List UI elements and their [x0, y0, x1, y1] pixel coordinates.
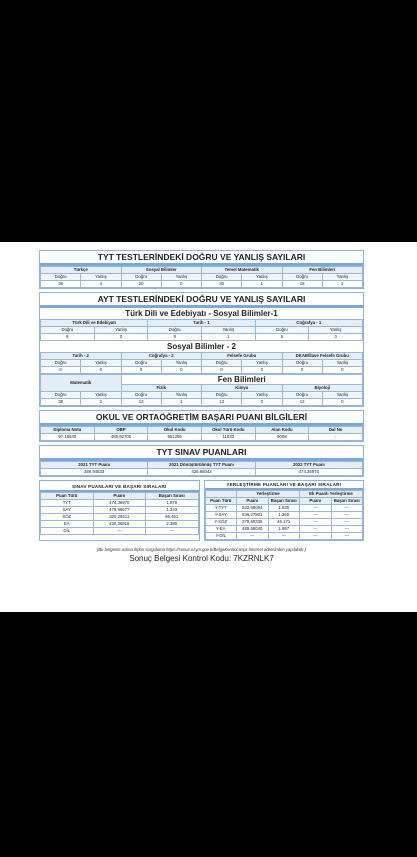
value-cell: 0 [309, 334, 363, 341]
cell: --- [331, 505, 363, 512]
value-cell: 551256 [148, 434, 202, 441]
subject-header: Temel Matematik [202, 267, 283, 274]
cell: 1.997 [268, 526, 300, 533]
yanlis-label: Yanlış [309, 327, 363, 334]
dogru-label: Doğru [282, 360, 322, 367]
value-cell: 426,88042 [148, 469, 255, 476]
value-cell: 1 [201, 334, 255, 341]
cell: 536,27801 [237, 512, 269, 519]
sinav-table [40, 492, 199, 535]
col-header: Puanı [237, 498, 269, 505]
cell: --- [331, 512, 363, 519]
cell: DİL [41, 528, 94, 535]
yanlis-label: Yanlış [322, 392, 362, 399]
value-cell: 0 [81, 367, 121, 374]
value-cell: 97,18540 [41, 434, 95, 441]
yanlis-label: Yanlış [242, 360, 282, 367]
col-header: Puanı [300, 498, 332, 505]
dogru-label: Doğru [202, 392, 242, 399]
ayt-section [39, 292, 364, 407]
cell: --- [331, 526, 363, 533]
subject-header: Türk Dili ve Edebiyatı [41, 320, 148, 327]
col-header: Puanı [93, 493, 146, 500]
cell: 46.171 [268, 519, 300, 526]
col-header [205, 491, 237, 498]
cell: Y-SAY [205, 512, 237, 519]
value-cell: 13 [282, 399, 322, 406]
cell: --- [237, 533, 269, 540]
cell: --- [300, 533, 332, 540]
yanlis-label: Yanlış [322, 360, 362, 367]
table-row [41, 500, 199, 507]
yer-title: YERLEŞTİRME PUANLARI VE BAŞARI SIRALARI [205, 481, 364, 490]
dogru-label: Doğru [202, 360, 242, 367]
dogru-label: Doğru [121, 360, 161, 367]
control-code: Sonuç Belgesi Kontrol Kodu: 7KZRNLK7 [129, 554, 274, 563]
cell: 430,36916 [93, 521, 146, 528]
dogru-label: Doğru [41, 274, 81, 281]
value-cell: 8 [41, 334, 95, 341]
yanlis-label: Yanlış [322, 274, 362, 281]
cell: --- [300, 512, 332, 519]
puan-header: 2021 Dönüştürülmüş TYT Puanı [148, 462, 255, 469]
cell: EA [41, 521, 94, 528]
cell: 1.343 [146, 507, 199, 514]
value-cell: 0 [121, 367, 161, 374]
yanlis-label: Yanlış [161, 360, 201, 367]
subject-header: Felsefe Grubu [202, 353, 283, 360]
value-cell: 0 [242, 367, 282, 374]
result-document [0, 242, 417, 612]
dogru-label: Doğru [41, 392, 81, 399]
yanlis-label: Yanlış [81, 392, 121, 399]
dogru-label: Doğru [41, 360, 81, 367]
cell: --- [93, 528, 146, 535]
cell: --- [300, 519, 332, 526]
dogru-label: Doğru [282, 274, 322, 281]
value-cell: 0 [161, 281, 201, 288]
col-header: Puan Türü [205, 498, 237, 505]
table-row [205, 533, 363, 540]
table-row [205, 519, 363, 526]
table-row [41, 507, 199, 514]
cell: Y-SÖZ [205, 519, 237, 526]
tyt-puan-section [39, 445, 364, 477]
dogru-label: Doğru [121, 392, 161, 399]
cell: --- [331, 519, 363, 526]
dogru-label: Doğru [41, 327, 95, 334]
okul-table [40, 426, 363, 441]
fen-title: Fen Bilimleri [121, 375, 363, 385]
cell: Y-EA [205, 526, 237, 533]
cell: 474,36970 [93, 500, 146, 507]
value-cell: 13 [121, 399, 161, 406]
subject-header: Tarih - 2 [41, 353, 122, 360]
yanlis-label: Yanlış [201, 327, 255, 334]
value-cell: 2 [81, 399, 121, 406]
tyt-section [39, 250, 364, 289]
value-cell: 0 [322, 399, 362, 406]
tyt-table [40, 266, 363, 288]
cell: --- [300, 505, 332, 512]
ayt-table-2 [40, 352, 363, 374]
tyt-title: TYT TESTLERİNDEKİ DOĞRU VE YANLIŞ SAYILARI [40, 251, 363, 266]
puan-header: 2021 TYT Puanı [41, 462, 148, 469]
value-cell: 2 [322, 281, 362, 288]
sinav-title: SINAV PUANLARI VE BAŞARI SIRALARI [40, 481, 199, 492]
okul-header: OBP [94, 427, 148, 434]
cell: TYT [41, 500, 94, 507]
okul-header: Diploma Notu [41, 427, 95, 434]
tyt-puan-table [40, 461, 363, 476]
group-header: Ek Puanlı Yerleştirme [300, 491, 363, 498]
cell: 378,60335 [237, 519, 269, 526]
table-row [41, 521, 199, 528]
ayt-table-3 [40, 374, 363, 406]
value-cell: 18 [282, 281, 322, 288]
cell: 66.461 [146, 514, 199, 521]
subject-header: Biyoloji [282, 385, 363, 392]
table-row [205, 526, 363, 533]
table-row [205, 505, 363, 512]
value-cell: 0 [202, 367, 242, 374]
dogru-label: Doğru [282, 392, 322, 399]
value-cell: 5 [255, 334, 309, 341]
cell: Y-TYT [205, 505, 237, 512]
document-body [39, 250, 364, 563]
yanlis-label: Yanlış [242, 392, 282, 399]
yer-section [204, 480, 365, 541]
col-header: Başarı Sırası [331, 498, 363, 505]
yanlis-label: Yanlış [161, 274, 201, 281]
subject-header: Sosyal Bilimler [121, 267, 202, 274]
okul-section [39, 410, 364, 442]
subject-header: Kimya [202, 385, 283, 392]
yanlis-label: Yanlış [81, 360, 121, 367]
subject-header: Matematik [41, 375, 122, 392]
cell: 1.350 [268, 512, 300, 519]
ayt-table-1 [40, 319, 363, 341]
subject-header: Fen Bilimleri [282, 267, 363, 274]
ayt-title: AYT TESTLERİNDEKİ DOĞRU VE YANLIŞ SAYILARI [40, 293, 363, 308]
ayt-subtitle-1: Türk Dili ve Edebiyatı - Sosyal Bilimler-1 [125, 309, 278, 318]
dogru-label: Doğru [148, 327, 202, 334]
cell: --- [146, 528, 199, 535]
subject-header: Fizik [121, 385, 202, 392]
cell: 2.389 [146, 521, 199, 528]
value-cell: 30 [202, 281, 242, 288]
dogru-label: Doğru [121, 274, 161, 281]
value-cell: 4 [81, 281, 121, 288]
table-row [205, 512, 363, 519]
subject-header: Coğrafya - 1 [255, 320, 362, 327]
okul-header: Alan Kodu [255, 427, 309, 434]
dogru-label: Doğru [255, 327, 309, 334]
value-cell: 0 [282, 367, 322, 374]
cell: --- [331, 533, 363, 540]
okul-header: Okul Kodu [148, 427, 202, 434]
table-row [41, 528, 199, 535]
cell: 320,29211 [93, 514, 146, 521]
value-cell: 389,94833 [41, 469, 148, 476]
okul-header: Okul Türü Kodu [201, 427, 255, 434]
value-cell: 485,92700 [94, 434, 148, 441]
cell: --- [268, 533, 300, 540]
value-cell: 9008 [255, 434, 309, 441]
puan-header: 2022 TYT Puanı [255, 462, 362, 469]
cell: 532,68094 [237, 505, 269, 512]
yer-table [205, 490, 364, 540]
cell: --- [300, 526, 332, 533]
verification-note: (Bu belgenin aslına ilişkin sorgulama https://sonuc.osym.gov.tr/BelgeKontrol.aspx İnternet adresinden yapılabilir.) [96, 547, 307, 552]
subject-header: Türkçe [41, 267, 122, 274]
value-cell: 0 [41, 367, 81, 374]
value-cell: 38 [41, 399, 81, 406]
value-cell: 13 [202, 399, 242, 406]
value-cell: 0 [242, 399, 282, 406]
value-cell: 0 [161, 367, 201, 374]
cell: Y-DİL [205, 533, 237, 540]
yanlis-label: Yanlış [242, 274, 282, 281]
cell: 1.630 [268, 505, 300, 512]
table-row [41, 514, 199, 521]
subject-header: DKAB/İlave Felsefe Grubu [282, 353, 363, 360]
value-cell: 1 [242, 281, 282, 288]
col-header: Başarı Sırası [268, 498, 300, 505]
value-cell: 20 [121, 281, 161, 288]
value-cell: 36 [41, 281, 81, 288]
value-cell: 0 [322, 367, 362, 374]
puan-columns [39, 480, 364, 544]
value-cell: - [309, 434, 363, 441]
value-cell: 11033 [201, 434, 255, 441]
cell: 479,96677 [93, 507, 146, 514]
value-cell: 474,36970 [255, 469, 362, 476]
subject-header: Coğrafya - 2 [121, 353, 202, 360]
cell: 1.878 [146, 500, 199, 507]
value-cell: 1 [161, 399, 201, 406]
tyt-puan-title: TYT SINAV PUANLARI [40, 446, 363, 461]
cell: SÖZ [41, 514, 94, 521]
subject-header: Tarih - 1 [148, 320, 255, 327]
yanlis-label: Yanlış [94, 327, 148, 334]
cell: 488,68040 [237, 526, 269, 533]
okul-title: OKUL VE ORTAÖĞRETİM BAŞARI PUANI BİLGİLERİ [40, 411, 363, 426]
sinav-section [39, 480, 200, 541]
ayt-subtitle-2: Sosyal Bilimler - 2 [167, 342, 236, 351]
dogru-label: Doğru [202, 274, 242, 281]
okul-header: Dal No [309, 427, 363, 434]
cell: SAY [41, 507, 94, 514]
col-header: Başarı Sırası [146, 493, 199, 500]
yanlis-label: Yanlış [161, 392, 201, 399]
yanlis-label: Yanlış [81, 274, 121, 281]
value-cell: 8 [148, 334, 202, 341]
group-header: Yerleştirme [237, 491, 300, 498]
col-header: Puan Türü [41, 493, 94, 500]
value-cell: 0 [94, 334, 148, 341]
